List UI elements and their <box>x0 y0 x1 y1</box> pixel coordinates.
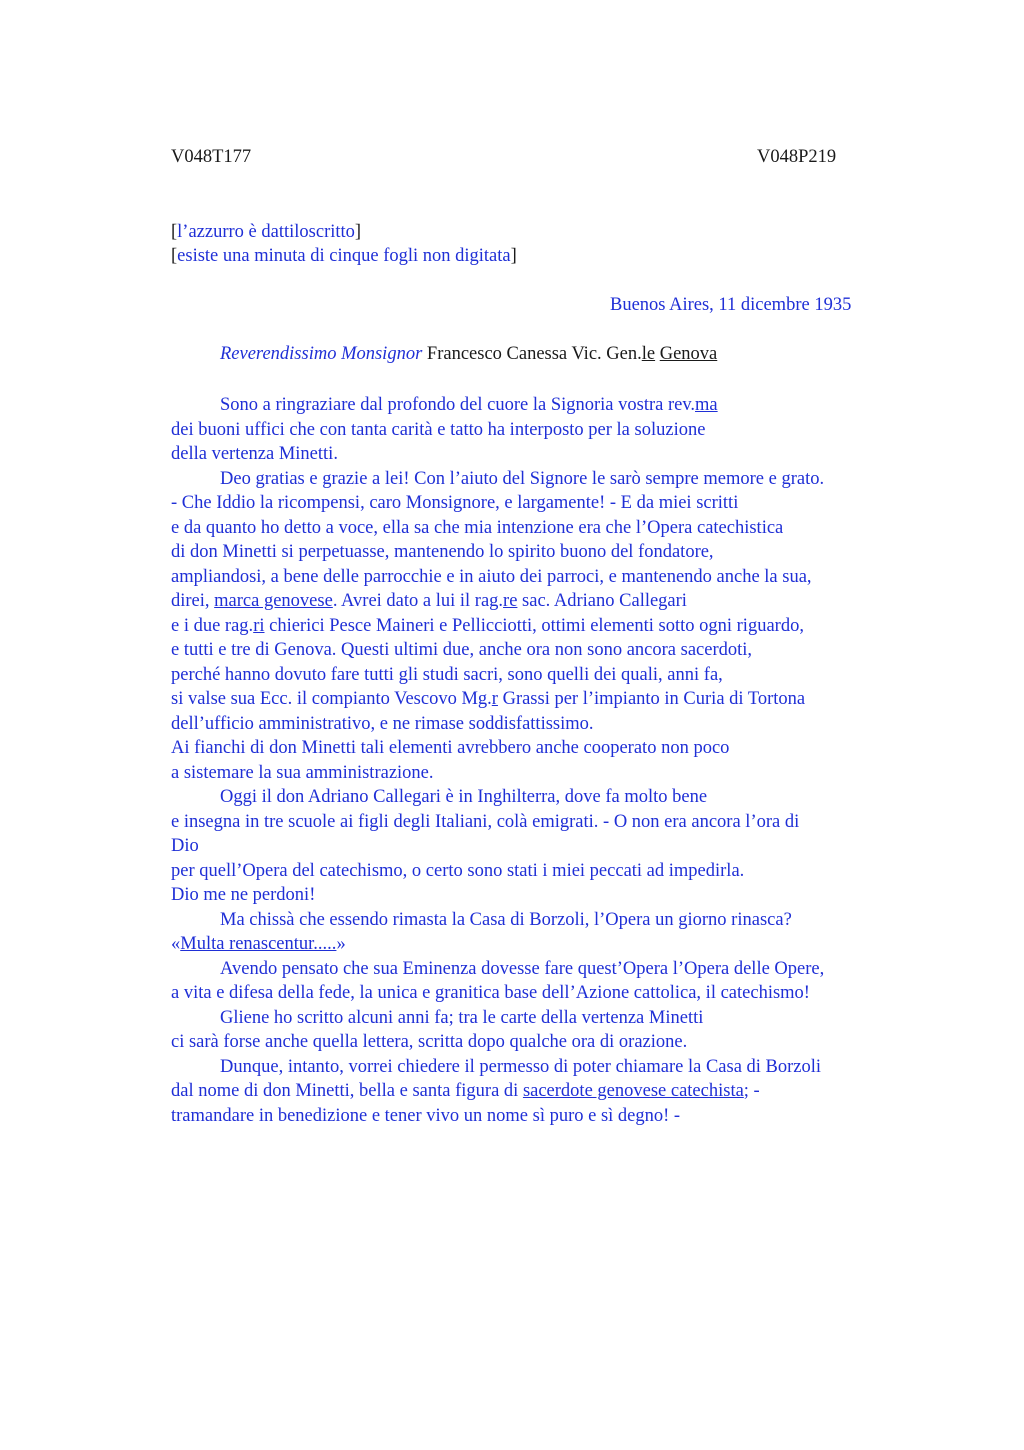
body-line: ampliandosi, a bene delle parrocchie e in aiuto dei parroci, e mantenendo anche la sua, <box>171 566 812 587</box>
body-line: e tutti e tre di Genova. Questi ultimi due, anche ora non sono ancora sacerdoti, <box>171 640 753 660</box>
bracket-close: ] <box>354 222 362 242</box>
salutation-name: Francesco Canessa Vic. Gen. <box>422 344 642 364</box>
body-line: tramandare in benedizione e tener vivo un nome sì puro e sì degno! - <box>171 1105 681 1126</box>
note-text: l’azzurro è dattiloscritto <box>177 222 355 242</box>
body-line: dei buoni uffici che con tanta carità e tatto ha interposto per la soluzione <box>171 419 706 440</box>
body-line: dell’ufficio amministrativo, e ne rimase soddisfattissimo. <box>171 713 594 734</box>
bracket-close: ] <box>510 246 517 266</box>
body-line: Oggi il don Adriano Callegari è in Inghilterra, dove fa molto bene <box>220 787 708 807</box>
body-line: a sistemare la sua amministrazione. <box>171 762 434 783</box>
editorial-note-draft <box>171 246 517 267</box>
body-line: dal nome di don Minetti, bella e santa figura di sacerdote genovese catechista; - <box>171 1081 760 1101</box>
body-line: della vertenza Minetti. <box>171 444 338 464</box>
note-text: esiste una minuta di cinque fogli non digitata <box>177 246 511 266</box>
body-line: «Multa renascentur.....» <box>171 934 346 954</box>
dateline: Buenos Aires, 11 dicembre 1935 <box>610 295 852 315</box>
body-line: perché hanno dovuto fare tutti gli studi sacri, sono quelli dei quali, anni fa, <box>171 664 723 685</box>
underlined-quote: Multa renascentur..... <box>180 934 337 954</box>
underlined-phrase: sacerdote genovese catechista <box>522 1081 744 1101</box>
body-line: Ai fianchi di don Minetti tali elementi avrebbero anche cooperato non poco <box>171 738 730 758</box>
underlined-abbr: ri <box>253 615 265 636</box>
body-line: e da quanto ho detto a voce, ella sa che mia intenzione era che l’Opera catechistica <box>171 517 784 538</box>
body-line: Gliene ho scritto alcuni anni fa; tra le carte della vertenza Minetti <box>220 1007 704 1028</box>
salutation <box>220 344 717 365</box>
body-line: Sono a ringraziare dal profondo del cuore la Signoria vostra rev.ma <box>220 395 718 415</box>
editorial-note-blue-typed <box>171 222 361 243</box>
body-line: si valse sua Ecc. il compianto Vescovo Mg.r Grassi per l’impianto in Curia di Tortona <box>171 689 806 709</box>
body-line: direi, marca genovese. Avrei dato a lui il rag.re sac. Adriano Callegari <box>171 591 687 611</box>
salutation-city: Genova <box>659 344 718 364</box>
body-line: a vita e difesa della fede, la unica e granitica base dell’Azione cattolica, il catechismo! <box>171 983 810 1003</box>
body-line: - Che Iddio la ricompensi, caro Monsignore, e largamente! - E da miei scritti <box>171 493 739 513</box>
underlined-abbr: ma <box>695 395 718 415</box>
body-line: Dio <box>171 836 199 856</box>
body-line: Dio me ne perdoni! <box>171 885 316 905</box>
body-line: ci sarà forse anche quella lettera, scritta dopo qualche ora di orazione. <box>171 1032 688 1052</box>
underlined-phrase: marca genovese <box>214 591 333 611</box>
body-line: Avendo pensato che sua Eminenza dovesse fare quest’Opera l’Opera delle Opere, <box>220 958 825 979</box>
letter-body <box>171 393 911 1128</box>
salutation-abbr: le <box>641 344 656 364</box>
bracket-open: [ <box>171 246 178 266</box>
underlined-abbr: re <box>503 591 518 611</box>
body-line: Deo gratias e grazie a lei! Con l’aiuto del Signore le sarò sempre memore e grato. <box>220 468 825 489</box>
right-code: V048P219 <box>757 147 837 167</box>
body-line: Ma chissà che essendo rimasta la Casa di Borzoli, l’Opera un giorno rinasca? <box>220 909 792 930</box>
underlined-abbr: r <box>491 689 498 709</box>
body-line: di don Minetti si perpetuasse, mantenendo lo spirito buono del fondatore, <box>171 542 714 562</box>
body-line: e i due rag.ri chierici Pesce Maineri e Pellicciotti, ottimi elementi sotto ogni riguardo, <box>171 615 804 636</box>
bracket-open: [ <box>171 222 178 242</box>
body-line: e insegna in tre scuole ai figli degli Italiani, colà emigrati. - O non era ancora l’ora di <box>171 811 800 832</box>
left-code: V048T177 <box>171 147 252 167</box>
body-line: per quell’Opera del catechismo, o certo sono stati i miei peccati ad impedirla. <box>171 860 745 881</box>
body-line: Dunque, intanto, vorrei chiedere il permesso di poter chiamare la Casa di Borzoli <box>220 1056 822 1077</box>
salutation-title: Reverendissimo Monsignor <box>220 344 423 364</box>
